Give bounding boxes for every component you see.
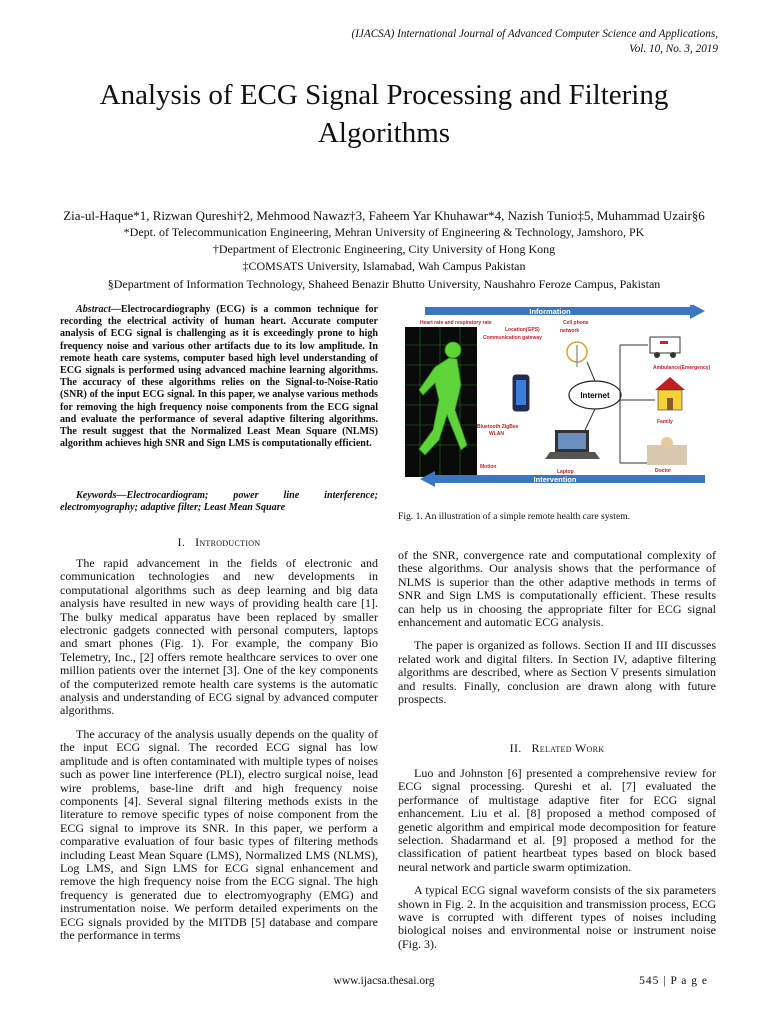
network-label: network [560, 328, 580, 334]
author-list: Zia-ul-Haque*1, Rizwan Qureshi†2, Mehmood Nawaz†3, Faheem Yar Khuhawar*4, Nazish Tunio‡5, Muhammad Uzair§6 [63, 208, 705, 223]
section-number: II. [509, 741, 522, 755]
journal-volume: Vol. 10, No. 3, 2019 [629, 43, 718, 55]
title-line-1: Analysis of ECG Signal Processing and Filtering [99, 79, 669, 111]
paragraph: A typical ECG signal waveform consists of the six parameters shown in Fig. 2. In the acquisition and transmission process, ECG wave is corrupted with different types of noises including biological noises and environmental noise or instrument noise (Fig. 3). [398, 883, 716, 951]
comm-gateway-label: Communication gateway [483, 335, 542, 341]
internet-label: Internet [580, 391, 610, 400]
title-line-2: Algorithms [317, 117, 451, 149]
intro-left-column [60, 557, 378, 942]
paragraph: The accuracy of the analysis usually depends on the quality of the input ECG signal. The recorded ECG signal has low amplitude and is often contaminated with multiple types of noises such as power line interference (PLI), electro surgical noise, lead wire problems, base-line drift and high frequency noise components [4]. Several signal filtering methods exists in the literature to remove specific types of noise component from the ECG signal to improve its SNR. In this paper, we perform a comparative evaluation of four basic types of filtering methods including Least Mean Square (LMS), Normalized LMS (NLMS), Log LMS, and Sign LMS for ECG signal enhancement and remove the high frequency noise from the ECG signal. The high frequency is generated due to electromyography (EMG) and instrumentation noise. We perform detailed experiments on the ECG signals provided by the MITDB [5] database and compare the performance in terms [60, 726, 378, 942]
information-label: Information [529, 307, 571, 316]
journal-name: (IJACSA) International Journal of Advanced Computer Science and Applications, [351, 28, 718, 40]
keywords [60, 490, 378, 514]
keywords-label: Keywords [76, 490, 117, 501]
page-number: 545 | P a g e [639, 975, 708, 987]
family-label: Family [657, 419, 673, 425]
affiliation-1: *Dept. of Telecommunication Engineering, Mehran University of Engineering & Technology, Jamshoro, PK [123, 225, 645, 239]
figure-caption: Fig. 1. An illustration of a simple remote health care system. [398, 511, 631, 522]
figure-remote-health-care [405, 305, 715, 495]
journal-header [351, 27, 718, 57]
laptop-label: Laptop [557, 469, 574, 475]
wlan-label: WLAN [489, 431, 504, 437]
footer-url[interactable]: www.ijacsa.thesai.org [333, 975, 435, 987]
ambulance-icon [650, 337, 680, 353]
heart-rate-label: Heart rate and respiratory rate [420, 320, 492, 326]
intervention-label: Intervention [533, 475, 577, 484]
section-heading-related-work [398, 742, 716, 755]
ambulance-label: Ambulance(Emergency) [653, 365, 711, 371]
cell-phone-label: Cell phone [563, 320, 589, 326]
section-title: Introduction [195, 535, 261, 549]
keywords-text: —Electrocardiogram; power line interference; electromyography; adaptive filter; Least Mean Square [60, 490, 378, 514]
abstract-label: Abstract [76, 304, 111, 315]
related-work-column [398, 767, 716, 951]
intro-right-column [398, 549, 716, 706]
bluetooth-label: Bluetooth ZigBee [477, 424, 519, 430]
affiliation-2: †Department of Electronic Engineering, City University of Hong Kong [212, 242, 556, 257]
affiliation-4: §Department of Information Technology, Shaheed Benazir Bhutto University, Naushahro Feroze Campus, Pakistan [107, 276, 661, 291]
section-title: Related Work [531, 741, 605, 755]
affiliation-3: ‡COMSATS University, Islamabad, Wah Campus Pakistan [242, 259, 526, 274]
section-heading-introduction [60, 536, 378, 549]
paragraph: The paper is organized as follows. Section II and III discusses related work and digital filters. In Section IV, adaptive filtering algorithms are described, where as Section V presents simulation and results. Finally, conclusion are drawn along with future prospects. [398, 638, 716, 707]
paragraph: Luo and Johnston [6] presented a comprehensive review for ECG signal processing. Qureshi et al. [7] evaluated the performance of multistage adaptive fiter for ECG signal enhancement. Liu et al. [8] proposed a method composed of genetic algorithm and empirical mode decomposition for feature selection. Shadarmand et al. [9] proposed a method for the classification of patient heartbeat types based on block based neural network and particle swarm optimization. [398, 766, 716, 874]
doctor-label: Doctor [655, 468, 672, 474]
section-number: I. [177, 535, 186, 549]
location-label: Location(GPS) [505, 327, 540, 333]
paragraph: The rapid advancement in the fields of electronic and communication technologies and new developments in computational algorithms such as deep learning and big data analysis have resulted in new ways of providing health care [1]. The bulky medical apparatus have been replaced by smaller electronic gadgets connected with personal computers, laptops and smart phones (Fig. 1). For example, the company Bio Telemetry, Inc., [2] offers remote healthcare services to over one million patients over the internet [3]. One of the key components of the computerized remote health care systems is the automatic analysis and understanding of ECG signal by advanced computer algorithms. [60, 556, 378, 718]
abstract-text: —Electrocardiography (ECG) is a common technique for recording the electrical activity of human heart. Accurate computer analysis of ECG signal is challenging as it is exceedingly prone to high frequency noise and various other artifacts due to its low amplitude. In remote heath care systems, computer based high level understanding of ECG signals is performed using advanced machine learning algorithms. The accuracy of these algorithms relies on the Signal-to-Noise-Ratio (SNR) of the input ECG signal. In this paper, we analyse various methods for removing the high frequency noise components from the ECG signal and evaluate the performance of several adaptive filtering algorithms. The result suggest that the Normalized Least Mean Square (NLMS) algorithm achieves high SNR and Sign LMS is computationally efficient. [60, 304, 378, 450]
paper-title [40, 76, 728, 152]
motion-label: Motion [480, 464, 497, 470]
paragraph: of the SNR, convergence rate and computational complexity of these algorithms. Our analysis shows that the performance of NLMS is superior than the other adaptive methods in terms of SNR and Sign LMS is computationally efficient. These results can help us in choosing the appropriate filter for ECG signal enhancement and automatic ECG analysis. [398, 548, 716, 630]
house-icon [655, 377, 685, 390]
abstract [60, 304, 378, 450]
affiliations [30, 224, 738, 293]
